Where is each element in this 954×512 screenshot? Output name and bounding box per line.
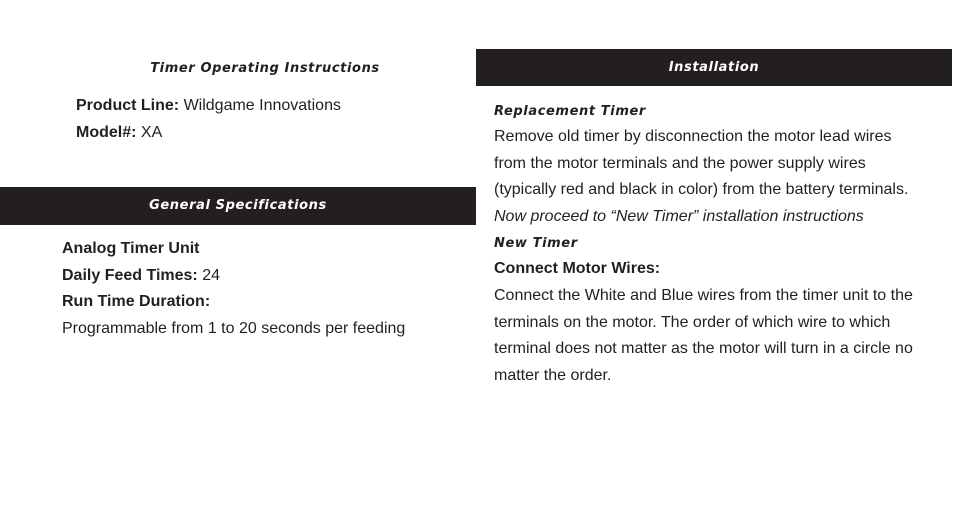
new-timer-body: Connect the White and Blue wires from the timer unit to the terminals on the motor. The order of which wire to which terminal does not matter as the motor will turn in a circle no matter the order. [494,286,913,384]
new-timer-heading: New Timer [494,236,578,252]
replacement-timer-body: Remove old timer by disconnection the motor lead wires from the motor terminals and the power supply wires (typically red and black in color) from the battery terminals. [494,128,909,199]
spec-daily-label: Daily Feed Times: [62,266,198,284]
replacement-timer-heading: Replacement Timer [494,104,646,119]
page-title: Timer Operating Instructions [150,61,380,76]
model-value: XA [140,124,163,141]
product-line [76,96,341,116]
specs-heading: General Specifications [149,198,327,213]
installation-section [494,100,924,389]
model-number [76,123,162,143]
specs-header-band [0,187,476,225]
spec-daily-value: 24 [202,266,221,284]
product-line-label: Product Line: [76,97,180,114]
model-label: Model#: [76,124,137,141]
spec-run-value: Programmable from 1 to 20 seconds per feeding [62,319,406,337]
installation-heading: Installation [668,60,760,75]
specs-section [62,236,472,342]
replacement-timer-note: Now proceed to “New Timer” installation instructions [494,207,864,225]
spec-unit: Analog Timer Unit [62,240,200,257]
spec-daily-feed [62,263,472,290]
product-line-value: Wildgame Innovations [183,97,341,114]
connect-motor-wires-label: Connect Motor Wires: [494,260,661,278]
spec-run-label: Run Time Duration: [62,293,211,311]
installation-header-band [476,49,952,86]
